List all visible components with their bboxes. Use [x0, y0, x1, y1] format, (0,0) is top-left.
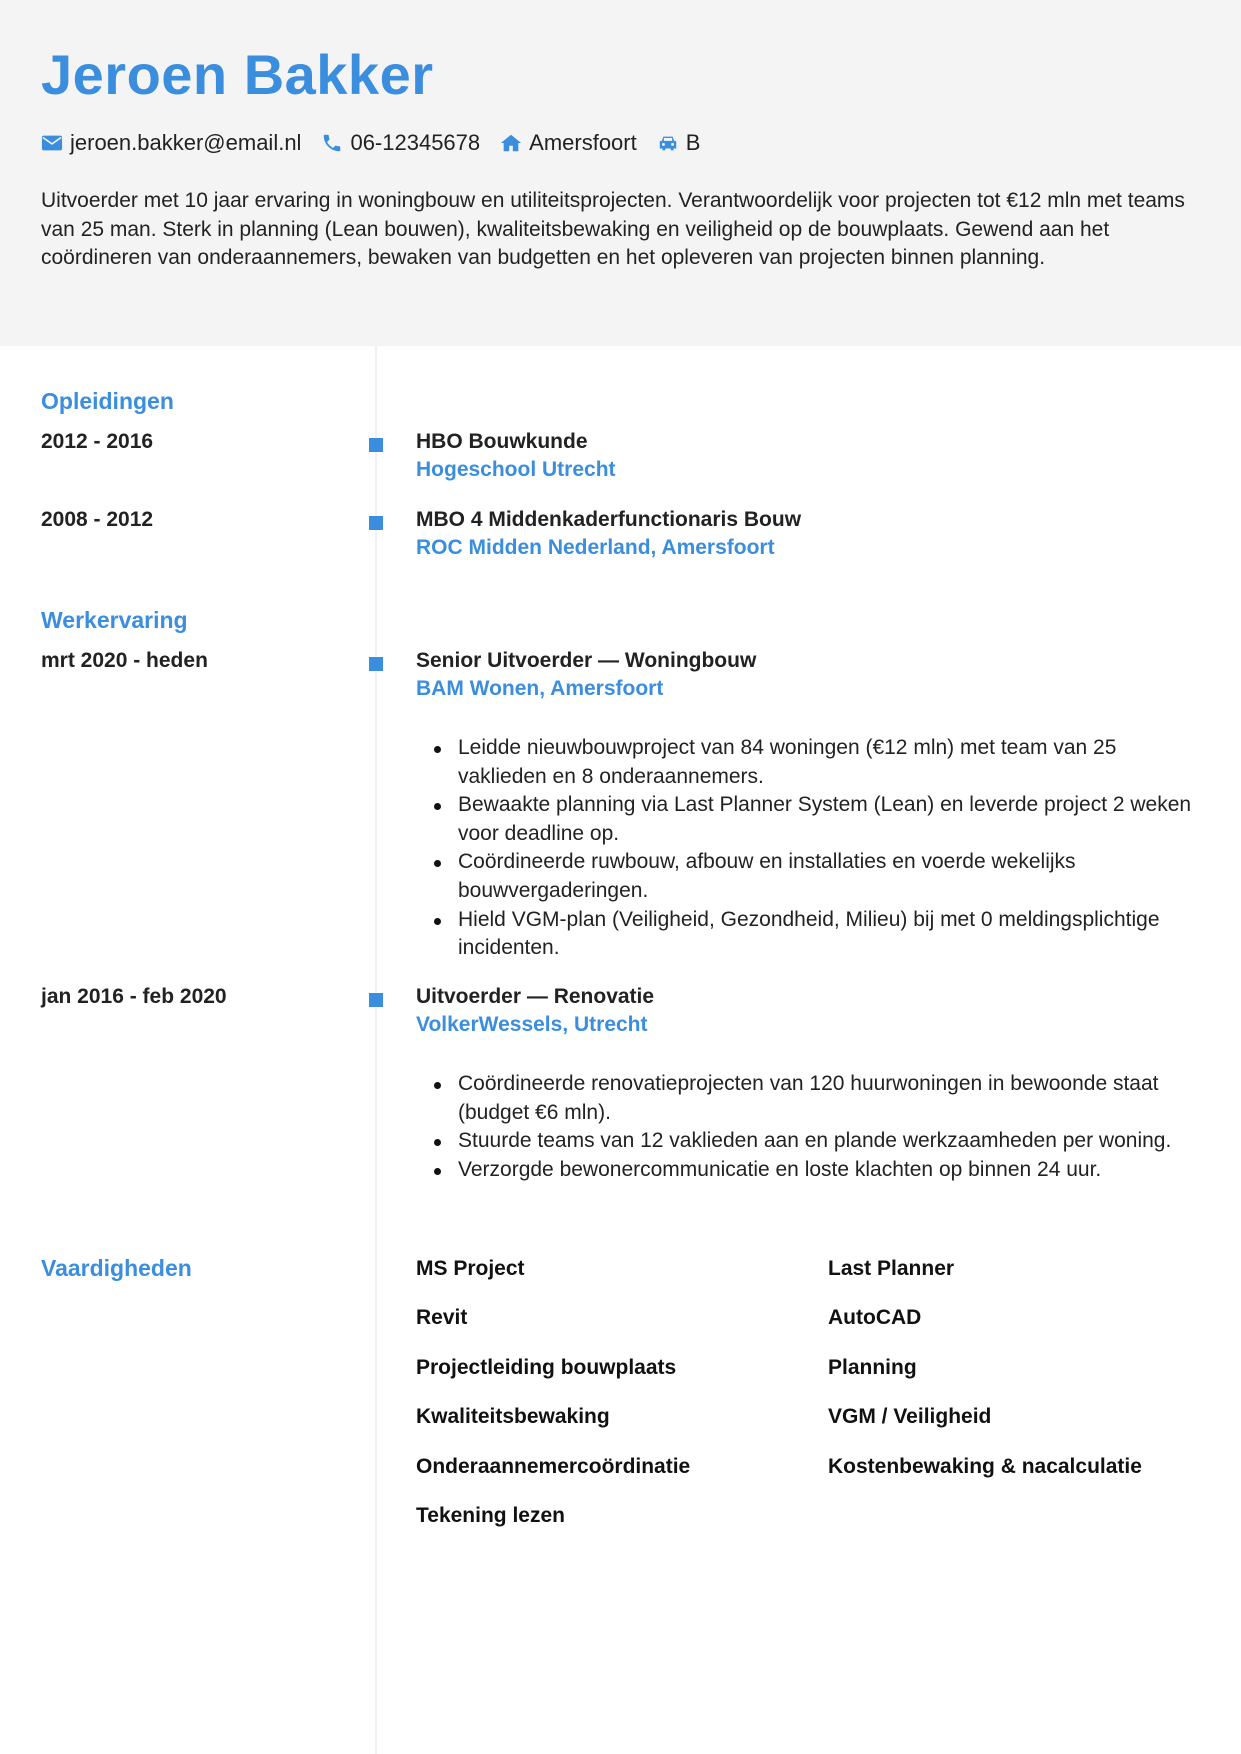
timeline-divider	[375, 346, 377, 1754]
section-title-skills: Vaardigheden	[41, 1255, 192, 1281]
contact-license	[657, 130, 701, 156]
job-company: BAM Wonen, Amersfoort	[416, 677, 664, 700]
experience-date: mrt 2020 - heden	[41, 649, 208, 672]
timeline-marker	[369, 438, 383, 452]
skill-item: Revit	[416, 1306, 468, 1329]
skill-item: Onderaannemercoördinatie	[416, 1455, 691, 1478]
job-bullets	[416, 734, 1206, 963]
skill-item: Projectleiding bouwplaats	[416, 1356, 677, 1379]
education-title: MBO 4 Middenkaderfunctionaris Bouw	[416, 508, 802, 531]
skill-item: VGM / Veiligheid	[828, 1405, 992, 1428]
contact-row	[41, 128, 720, 158]
job-title: Senior Uitvoerder — Woningbouw	[416, 649, 757, 672]
section-title-experience: Werkervaring	[41, 607, 188, 633]
contact-city	[500, 130, 637, 156]
phone-icon	[321, 132, 343, 154]
list-item: Bewaakte planning via Last Planner System (Lean) en leverde project 2 weken voor deadline op.	[416, 791, 1206, 848]
education-date: 2008 - 2012	[41, 508, 154, 531]
phone-text: 06-12345678	[350, 130, 481, 155]
list-item: Coördineerde ruwbouw, afbouw en installaties en voerde wekelijks bouwvergaderingen.	[416, 848, 1206, 905]
list-item: Verzorgde bewonercommunicatie en loste klachten op binnen 24 uur.	[416, 1156, 1206, 1185]
skill-item: MS Project	[416, 1257, 525, 1280]
education-title: HBO Bouwkunde	[416, 430, 588, 453]
contact-email	[41, 130, 301, 156]
email-text: jeroen.bakker@email.nl	[70, 130, 302, 155]
list-item: Coördineerde renovatieprojecten van 120 huurwoningen in bewoonde staat (budget €6 mln).	[416, 1070, 1206, 1127]
skill-item: Tekening lezen	[416, 1504, 565, 1527]
profile-summary: Uitvoerder met 10 jaar ervaring in woningbouw en utiliteitsprojecten. Verantwoordelijk voor projecten tot €12 mln met teams van 25 man. Sterk in planning (Lean bouwen), kwaliteitsbewaking en veiligheid op de bouwplaats. Gewend aan het coördineren van onderaannemers, bewaken van budgetten en het opleveren van projecten binnen planning.	[41, 189, 1185, 270]
header-band	[0, 0, 1241, 346]
list-item: Hield VGM-plan (Veiligheid, Gezondheid, Milieu) bij met 0 meldingsplichtige incidenten.	[416, 906, 1206, 963]
timeline-marker	[369, 993, 383, 1007]
skill-item: Kwaliteitsbewaking	[416, 1405, 610, 1428]
car-icon	[657, 132, 679, 154]
experience-date: jan 2016 - feb 2020	[41, 985, 227, 1008]
skill-item: Last Planner	[828, 1257, 955, 1280]
home-icon	[500, 132, 522, 154]
education-date: 2012 - 2016	[41, 430, 154, 453]
skill-item: Kostenbewaking & nacalculatie	[828, 1455, 1142, 1478]
job-bullets	[416, 1070, 1206, 1184]
contact-phone	[321, 130, 480, 156]
education-institution: Hogeschool Utrecht	[416, 458, 616, 481]
timeline-marker	[369, 657, 383, 671]
skill-item: AutoCAD	[828, 1306, 922, 1329]
list-item: Leidde nieuwbouwproject van 84 woningen (€12 mln) met team van 25 vaklieden en 8 onderaannemers.	[416, 734, 1206, 791]
skill-item: Planning	[828, 1356, 917, 1379]
candidate-name: Jeroen Bakker	[41, 43, 434, 106]
list-item: Stuurde teams van 12 vaklieden aan en plande werkzaamheden per woning.	[416, 1127, 1206, 1156]
license-text: B	[685, 130, 701, 155]
section-title-education: Opleidingen	[41, 388, 174, 414]
education-institution: ROC Midden Nederland, Amersfoort	[416, 536, 775, 559]
timeline-marker	[369, 516, 383, 530]
envelope-icon	[41, 132, 63, 154]
job-title: Uitvoerder — Renovatie	[416, 985, 655, 1008]
city-text: Amersfoort	[529, 130, 637, 155]
job-company: VolkerWessels, Utrecht	[416, 1013, 648, 1036]
